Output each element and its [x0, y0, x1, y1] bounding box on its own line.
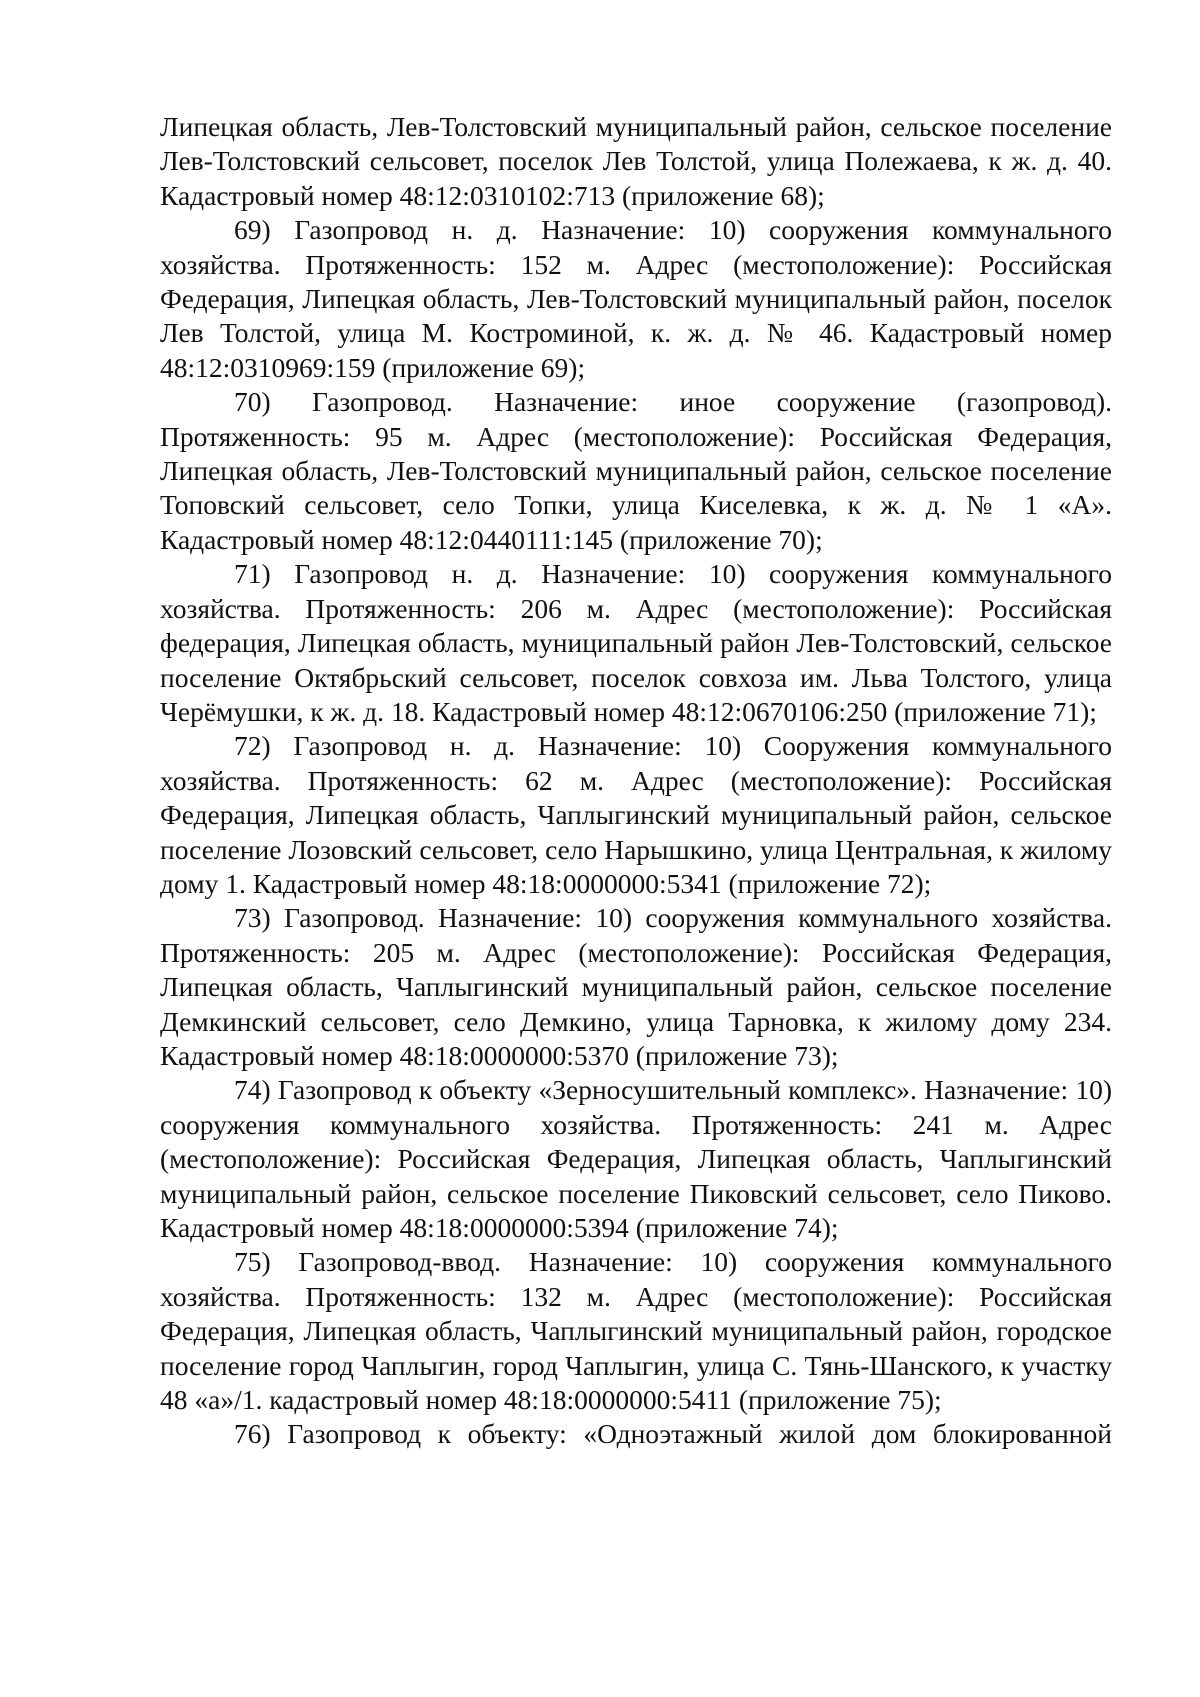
paragraph-74: 74) Газопровод к объекту «Зерносушительный комплекс». Назначение: 10) сооружения коммунального хозяйства. Протяженность: 241 м. Адрес (местоположение): Российская Федерация, Липецкая область, Чаплыгинский муниципальный район, сельское поселение Пиковский сельсовет, село Пиково. Кадастровый номер 48:18:0000000:5394 (приложение 74);	[160, 1074, 1112, 1243]
paragraph-73: 73) Газопровод. Назначение: 10) сооружения коммунального хозяйства. Протяженность: 205 м. Адрес (местоположение): Российская Федерация, Липецкая область, Чаплыгинский муниципальный район, сельское поселение Демкинский сельсовет, село Демкино, улица Тарновка, к жилому дому 234. Кадастровый номер 48:18:0000000:5370 (приложение 73);	[160, 902, 1112, 1071]
paragraph-69: 69) Газопровод н. д. Назначение: 10) сооружения коммунального хозяйства. Протяженность: 152 м. Адрес (местоположение): Российская Федерация, Липецкая область, Лев-Толстовский муниципальный район, поселок Лев Толстой, улица М. Костроминой, к. ж. д. № 46. Кадастровый номер 48:12:0310969:159 (приложение 69);	[160, 214, 1112, 383]
paragraph-72: 72) Газопровод н. д. Назначение: 10) Сооружения коммунального хозяйства. Протяженность: 62 м. Адрес (местоположение): Российская Федерация, Липецкая область, Чаплыгинский муниципальный район, сельское поселение Лозовский сельсовет, село Нарышкино, улица Центральная, к жилому дому 1. Кадастровый номер 48:18:0000000:5341 (приложение 72);	[160, 730, 1112, 899]
paragraph-71: 71) Газопровод н. д. Назначение: 10) сооружения коммунального хозяйства. Протяженность: 206 м. Адрес (местоположение): Российская федерация, Липецкая область, муниципальный район Лев-Толстовский, сельское поселение Октябрьский сельсовет, поселок совхоза им. Льва Толстого, улица Черёмушки, к ж. д. 18. Кадастровый номер 48:12:0670106:250 (приложение 71);	[160, 558, 1112, 727]
paragraph-68-continued: Липецкая область, Лев-Толстовский муниципальный район, сельское поселение Лев-Толстовский сельсовет, поселок Лев Толстой, улица Полежаева, к ж. д. 40. Кадастровый номер 48:12:0310102:713 (приложение 68);	[160, 111, 1112, 211]
paragraph-76-start: 76) Газопровод к объекту: «Одноэтажный жилой дом блокированной	[234, 1418, 1112, 1450]
paragraph-70: 70) Газопровод. Назначение: иное сооружение (газопровод). Протяженность: 95 м. Адрес (местоположение): Российская Федерация, Липецкая область, Лев-Толстовский муниципальный район, сельское поселение Топовский сельсовет, село Топки, улица Киселевка, к ж. д. № 1 «А». Кадастровый номер 48:12:0440111:145 (приложение 70);	[160, 386, 1112, 555]
document-page	[160, 110, 1112, 1452]
paragraph-75: 75) Газопровод-ввод. Назначение: 10) сооружения коммунального хозяйства. Протяженность: 132 м. Адрес (местоположение): Российская Федерация, Липецкая область, Чаплыгинский муниципальный район, городское поселение город Чаплыгин, город Чаплыгин, улица С. Тянь-Шанского, к участку 48 «а»/1. кадастровый номер 48:18:0000000:5411 (приложение 75);	[160, 1246, 1112, 1416]
